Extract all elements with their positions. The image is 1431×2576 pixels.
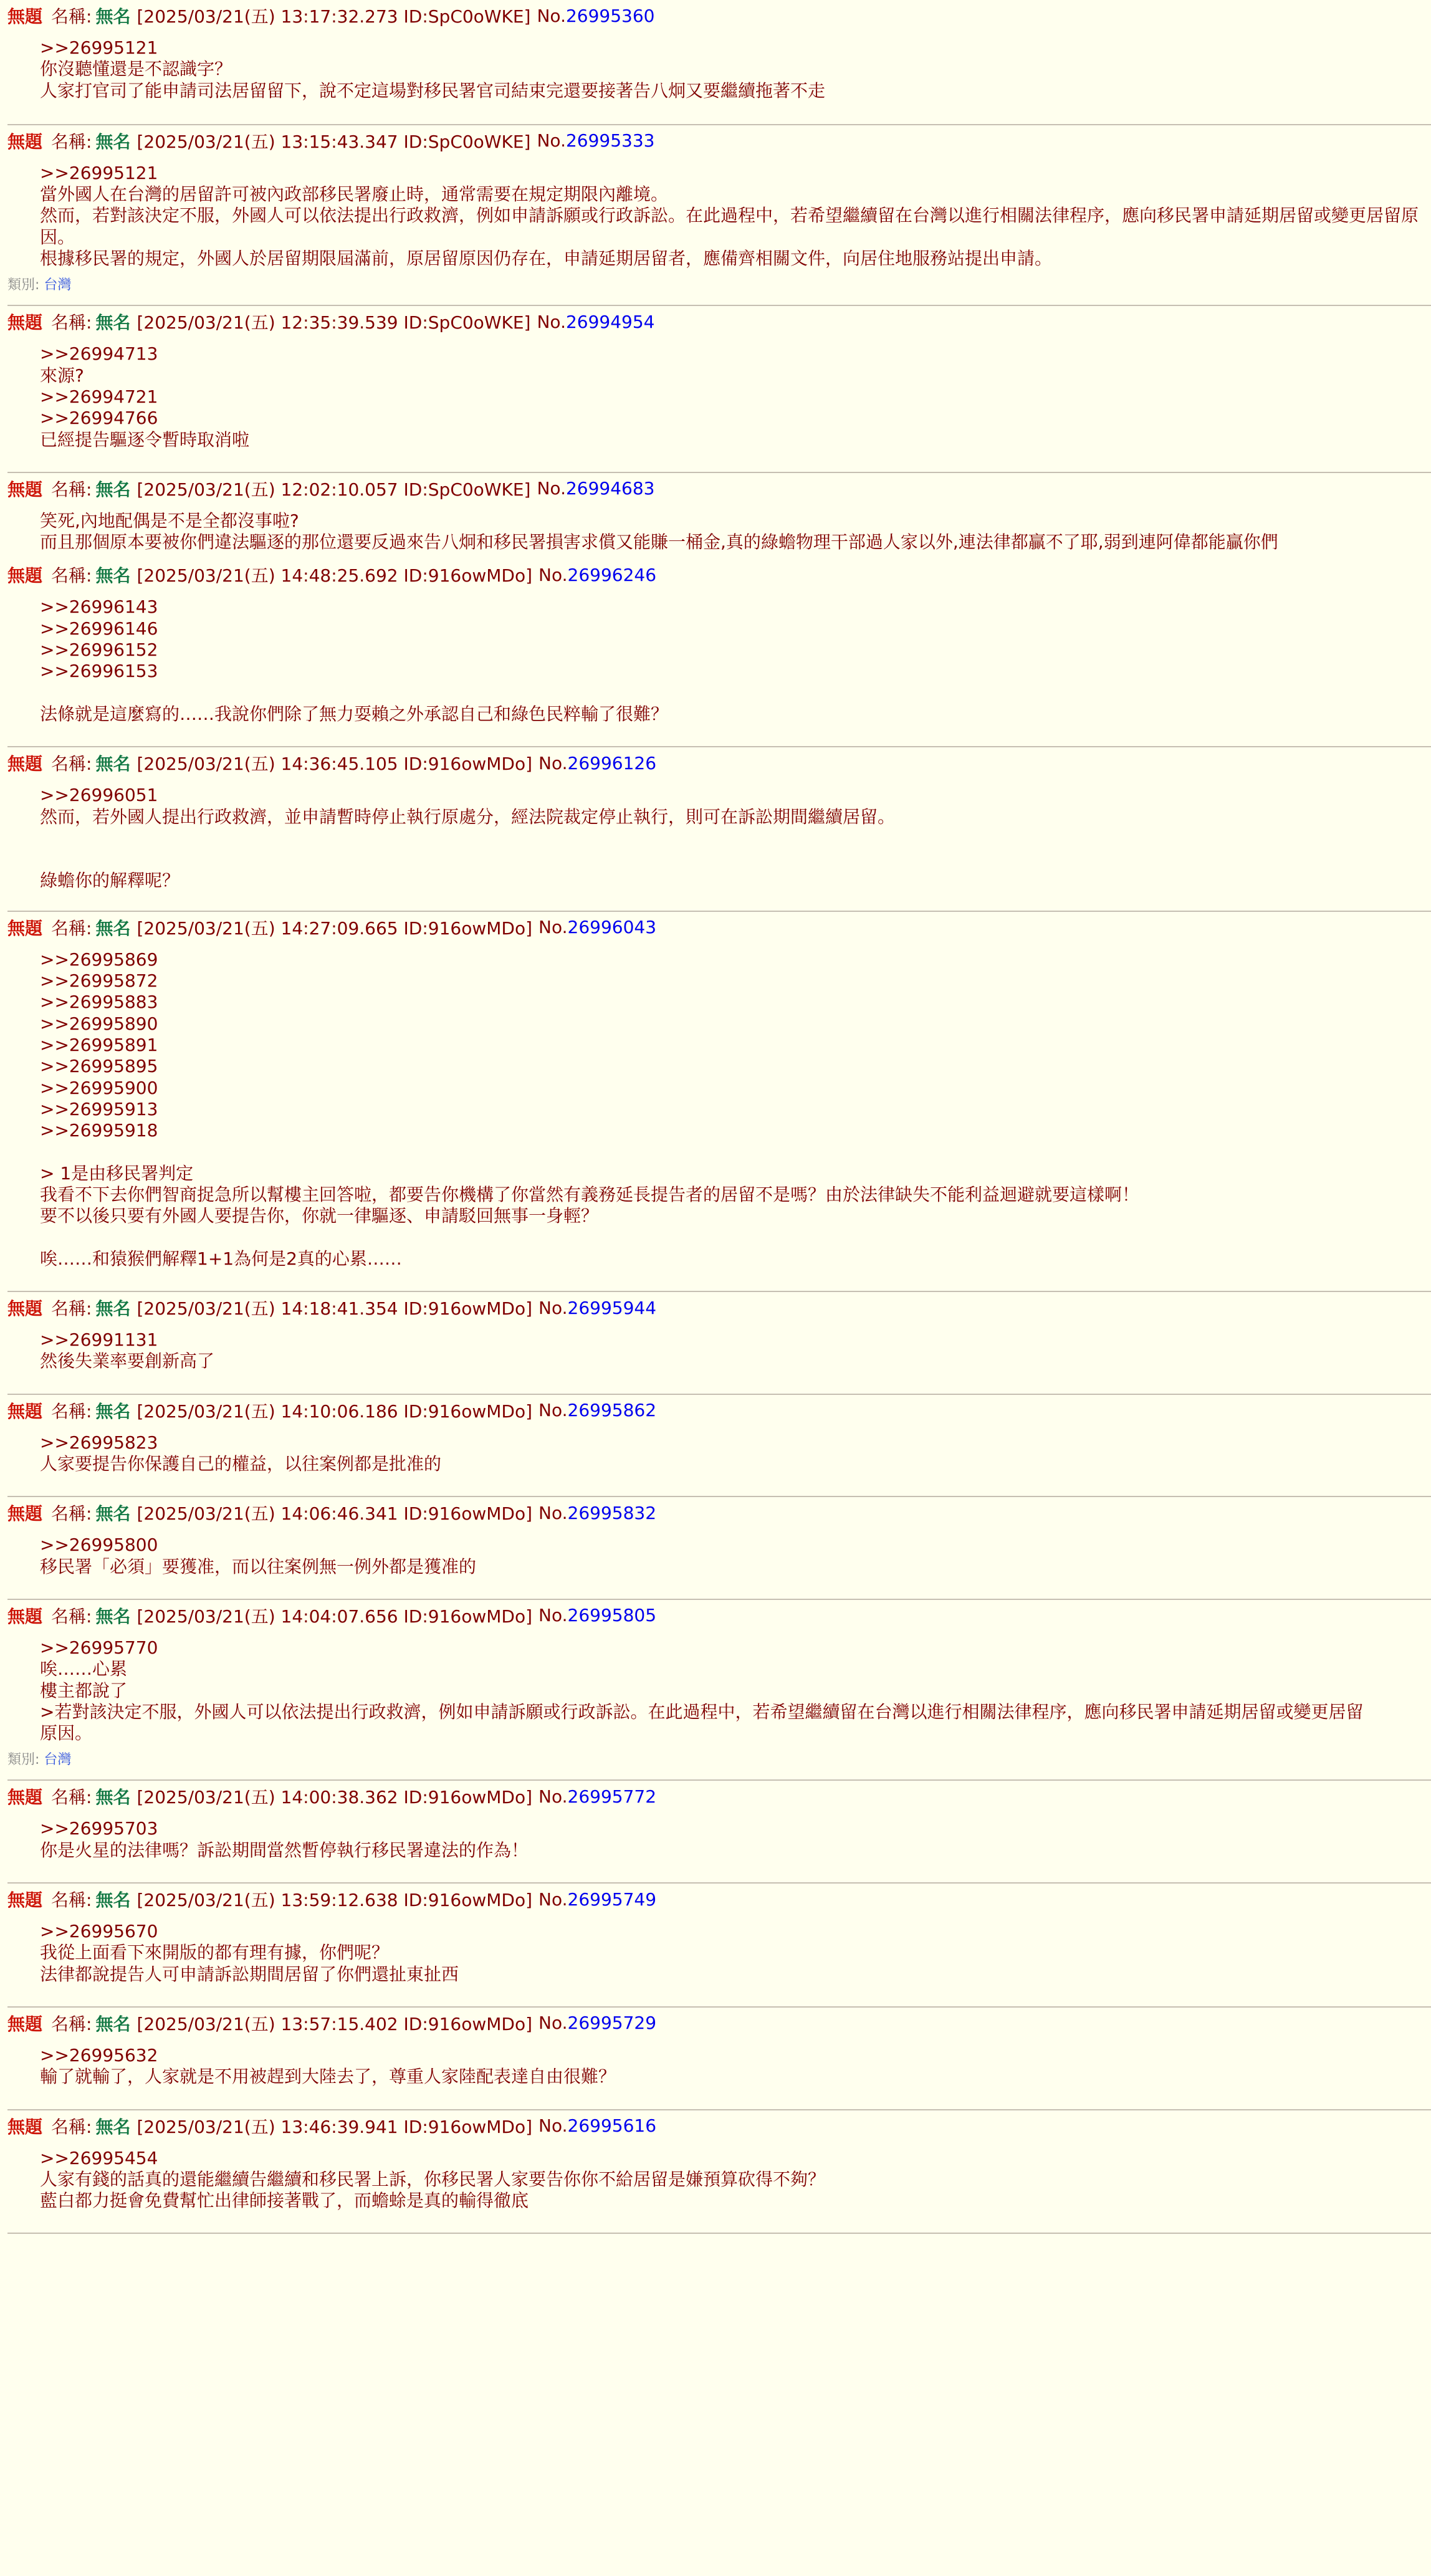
post-datetime-id: [2025/03/21(五) 14:04:07.656 ID:916owMDo] (136, 1606, 533, 1627)
category-link[interactable]: 台灣 (44, 1752, 72, 1768)
post-text-line: 已經提告驅逐令暫時取消啦 (40, 429, 250, 450)
name-label: 名稱: (51, 1890, 92, 1911)
post-header (7, 912, 1431, 943)
reply-quote-link[interactable]: >>26994721 (40, 386, 158, 407)
reply-quote-link[interactable]: >>26995869 (40, 949, 158, 970)
poster-name: 無名 (95, 2013, 131, 2034)
post-number-link[interactable]: 26995749 (567, 1889, 657, 1910)
post-number-label: No. (538, 1605, 568, 1626)
post-body (7, 2039, 1431, 2088)
post-number-link[interactable]: 26994954 (565, 311, 655, 332)
post-number-label: No. (538, 1400, 568, 1421)
post-number-link[interactable]: 26996043 (567, 917, 657, 938)
post-number-link[interactable]: 26995805 (567, 1605, 657, 1626)
name-label: 名稱: (51, 1298, 92, 1319)
post-title: 無題 (7, 754, 43, 775)
post-text-line: 移民署「必須」要獲准，而以往案例無一例外都是獲准的 (40, 1556, 477, 1577)
post-datetime-id: [2025/03/21(五) 14:36:45.105 ID:916owMDo] (136, 754, 533, 775)
post-title: 無題 (7, 2116, 43, 2137)
post-body (7, 156, 1431, 269)
reply-quote-link[interactable]: >>26995703 (40, 1818, 158, 1839)
name-label: 名稱: (51, 6, 92, 27)
post-number-label: No. (538, 564, 568, 585)
post-text-line: 來源? (40, 365, 84, 386)
post-body (7, 1631, 1431, 1744)
reply-quote-link[interactable]: >>26995121 (40, 162, 158, 183)
poster-name: 無名 (95, 131, 131, 152)
poster-name: 無名 (95, 917, 131, 939)
post-text-line: 然而，若對該決定不服，外國人可以依法提出行政救濟，例如申請訴願或行政訴訟。在此過程中，若希望繼續留在台灣以進行相關法律程序，應向移民署申請延期居留或變更居留原因。 (40, 205, 1419, 247)
post-datetime-id: [2025/03/21(五) 14:27:09.665 ID:916owMDo] (136, 917, 533, 939)
post-category (7, 1744, 1431, 1768)
post-text-line (40, 682, 1431, 704)
post-body (7, 1528, 1431, 1578)
post-text-line: 我看不下去你們智商捉急所以幫樓主回答啦，都要告你機構了你當然有義務延長提告者的居留不是嗎？由於法律缺失不能利益迴避就要這樣啊！ (40, 1184, 1140, 1205)
poster-name: 無名 (95, 2116, 131, 2137)
post-body (7, 943, 1431, 1270)
post-text-line: 法條就是這麼寫的……我說你們除了無力耍賴之外承認自己和綠色民粹輸了很難？ (40, 703, 669, 724)
post-text-line: 人家要提告你保護自己的權益，以往案例都是批准的 (40, 1453, 442, 1475)
post-header (7, 473, 1431, 504)
post-number-label: No. (538, 1889, 568, 1910)
post-body (7, 778, 1431, 891)
post-body (7, 504, 1431, 553)
post-title: 無題 (7, 1503, 43, 1525)
reply-quote-link[interactable]: >>26995670 (40, 1921, 158, 1942)
post (0, 1292, 1431, 1394)
reply-quote-link[interactable]: >>26995918 (40, 1120, 158, 1141)
post-category (7, 269, 1431, 294)
post-title: 無題 (7, 1606, 43, 1627)
post-text-line: 藍白都力挺會免費幫忙出律師接著戰了，而蟾蜍是真的輸得徹底 (40, 2190, 529, 2211)
post-header (7, 1781, 1431, 1812)
post (0, 0, 1431, 124)
post-datetime-id: [2025/03/21(五) 14:10:06.186 ID:916owMDo] (136, 1401, 533, 1422)
post-divider (7, 2233, 1431, 2234)
reply-quote-link[interactable]: >>26995632 (40, 2044, 158, 2066)
post-number-label: No. (537, 130, 566, 151)
post-body (7, 1915, 1431, 1985)
post-body (7, 1426, 1431, 1475)
post-number-link[interactable]: 26996126 (567, 752, 657, 773)
post-text-line: 根據移民署的規定，外國人於居留期限屆滿前，原居留原因仍存在，申請延期居留者，應備齊相關文件，向居住地服務站提出申請。 (40, 248, 1053, 269)
post-header (7, 1395, 1431, 1426)
post-datetime-id: [2025/03/21(五) 14:48:25.692 ID:916owMDo] (136, 565, 533, 587)
post-number-link[interactable]: 26995772 (567, 1786, 657, 1807)
post-header (7, 0, 1431, 31)
name-label: 名稱: (51, 479, 92, 500)
post-text-line: 當外國人在台灣的居留許可被內政部移民署廢止時，通常需要在規定期限內離境。 (40, 184, 669, 205)
post-text-line: 法律都說提告人可申請訴訟期間居留了你們還扯東扯西 (40, 1963, 459, 1985)
post-header (7, 747, 1431, 778)
post-number-link[interactable]: 26995616 (567, 2115, 657, 2137)
post (0, 306, 1431, 471)
post (0, 1497, 1431, 1599)
reply-quote-link[interactable]: >>26995913 (40, 1098, 158, 1119)
post (0, 2008, 1431, 2109)
post-text-line: 人家打官司了能申請司法居留留下，說不定這場對移民署官司結束完還要接著告八炯又要繼續拖著不走 (40, 80, 826, 101)
post-text-line (40, 849, 1431, 870)
post-header (7, 2008, 1431, 2039)
post-header (7, 125, 1431, 156)
poster-name: 無名 (95, 479, 131, 500)
poster-name: 無名 (95, 1503, 131, 1525)
poster-name: 無名 (95, 6, 131, 27)
post-title: 無題 (7, 1401, 43, 1422)
post-datetime-id: [2025/03/21(五) 13:17:32.273 ID:SpC0oWKE] (136, 6, 531, 27)
post (0, 1884, 1431, 2006)
poster-name: 無名 (95, 1606, 131, 1627)
post-text-line: 你是火星的法律嗎？訴訟期間當然暫停執行移民署違法的作為！ (40, 1839, 529, 1860)
name-label: 名稱: (51, 754, 92, 775)
post (0, 1395, 1431, 1496)
post-text-line: 我從上面看下來開版的都有理有據，你們呢？ (40, 1942, 390, 1963)
poster-name: 無名 (95, 1890, 131, 1911)
post-text-line: >若對該決定不服，外國人可以依法提出行政救濟，例如申請訴願或行政訴訟。在此過程中，若希望繼續留在台灣以進行相關法律程序，應向移民署申請延期居留或變更居留 (40, 1701, 1364, 1722)
post-number-label: No. (538, 752, 568, 773)
reply-quote-link[interactable]: >>26995883 (40, 992, 158, 1013)
post-title: 無題 (7, 131, 43, 152)
post (0, 1781, 1431, 1882)
reply-quote-link[interactable]: >>26995890 (40, 1013, 158, 1034)
post-header (7, 559, 1431, 590)
category-label: 類別: (7, 277, 40, 294)
post-text-line (40, 1227, 1431, 1248)
post-number-link[interactable]: 26995729 (567, 2013, 657, 2034)
post (0, 1600, 1431, 1779)
post-text-line: 你沒聽懂還是不認識字？ (40, 59, 232, 80)
post-title: 無題 (7, 2013, 43, 2034)
reply-quote-link[interactable]: >>26994713 (40, 343, 158, 365)
name-label: 名稱: (51, 1503, 92, 1525)
reply-quote-link[interactable]: >>26995900 (40, 1077, 158, 1098)
post-body (7, 1323, 1431, 1372)
reply-quote-link[interactable]: >>26995895 (40, 1056, 158, 1077)
post-title: 無題 (7, 565, 43, 587)
post-body (7, 31, 1431, 102)
post-text-line: > 1是由移民署判定 (40, 1162, 194, 1184)
post (0, 2110, 1431, 2233)
category-link[interactable]: 台灣 (44, 277, 72, 294)
post-number-label: No. (538, 2115, 568, 2137)
post-title: 無題 (7, 312, 43, 333)
reply-quote-link[interactable]: >>26995770 (40, 1637, 158, 1658)
post-datetime-id: [2025/03/21(五) 12:02:10.057 ID:SpC0oWKE] (136, 479, 531, 500)
reply-quote-link[interactable]: >>26996143 (40, 596, 158, 618)
post-number-link[interactable]: 26995944 (567, 1297, 657, 1318)
post-text-line: 唉……和猿猴們解釋1+1為何是2真的心累…… (40, 1248, 402, 1269)
post-datetime-id: [2025/03/21(五) 14:06:46.341 ID:916owMDo] (136, 1503, 533, 1525)
post-text-line: 然而，若外國人提出行政救濟，並申請暫時停止執行原處分，經法院裁定停止執行，則可在訴訟期間繼續居留。 (40, 806, 896, 827)
name-label: 名稱: (51, 565, 92, 587)
post-number-label: No. (537, 478, 566, 499)
reply-quote-link[interactable]: >>26995823 (40, 1432, 158, 1453)
poster-name: 無名 (95, 1401, 131, 1422)
post-number-label: No. (537, 311, 566, 332)
post-number-link[interactable]: 26995360 (565, 5, 655, 26)
post-datetime-id: [2025/03/21(五) 12:35:39.539 ID:SpC0oWKE] (136, 312, 531, 333)
reply-quote-link[interactable]: >>26995891 (40, 1034, 158, 1055)
post-datetime-id: [2025/03/21(五) 13:59:12.638 ID:916owMDo] (136, 1890, 533, 1911)
post-number-label: No. (538, 1502, 568, 1523)
post-text-line: 綠蟾你的解釋呢？ (40, 870, 180, 891)
post-number-link[interactable]: 26994683 (565, 478, 655, 499)
post-number-label: No. (538, 917, 568, 938)
post-text-line: 要不以後只要有外國人要提告你，你就一律驅逐、申請駁回無事一身輕？ (40, 1205, 599, 1227)
post-datetime-id: [2025/03/21(五) 13:57:15.402 ID:916owMDo] (136, 2013, 533, 2034)
post-title: 無題 (7, 6, 43, 27)
reply-quote-link[interactable]: >>26996152 (40, 639, 158, 661)
post-number-label: No. (538, 2013, 568, 2034)
post-title: 無題 (7, 479, 43, 500)
name-label: 名稱: (51, 1787, 92, 1808)
post-body (7, 1812, 1431, 1861)
post-text-line: 笑死,內地配偶是不是全都沒事啦? (40, 510, 299, 531)
poster-name: 無名 (95, 1298, 131, 1319)
post-body (7, 337, 1431, 450)
category-label: 類別: (7, 1752, 40, 1768)
post-text-line (40, 828, 1431, 849)
post-datetime-id: [2025/03/21(五) 14:00:38.362 ID:916owMDo] (136, 1787, 533, 1808)
post-text-line: 輸了就輸了，人家就是不用被趕到大陸去了，尊重人家陸配表達自由很難？ (40, 2066, 616, 2087)
name-label: 名稱: (51, 2013, 92, 2034)
post-datetime-id: [2025/03/21(五) 13:15:43.347 ID:SpC0oWKE] (136, 131, 531, 152)
post-header (7, 1497, 1431, 1528)
post (0, 473, 1431, 560)
post-text-line (40, 1141, 1431, 1162)
reply-quote-link[interactable]: >>26995872 (40, 970, 158, 992)
post-number-link[interactable]: 26995832 (567, 1502, 657, 1523)
name-label: 名稱: (51, 1606, 92, 1627)
post-datetime-id: [2025/03/21(五) 14:18:41.354 ID:916owMDo] (136, 1298, 533, 1319)
post-title: 無題 (7, 1298, 43, 1319)
post-title: 無題 (7, 917, 43, 939)
post-header (7, 2110, 1431, 2142)
post (0, 912, 1431, 1291)
reply-quote-link[interactable]: >>26995454 (40, 2147, 158, 2168)
post-number-label: No. (538, 1297, 568, 1318)
reply-quote-link[interactable]: >>26995121 (40, 37, 158, 58)
poster-name: 無名 (95, 312, 131, 333)
post-text-line: 然後失業率要創新高了 (40, 1351, 215, 1372)
post-number-label: No. (537, 5, 566, 26)
reply-quote-link[interactable]: >>26996153 (40, 661, 158, 682)
post-number-link[interactable]: 26996246 (567, 564, 657, 585)
post-title: 無題 (7, 1890, 43, 1911)
post-body (7, 2142, 1431, 2212)
reply-quote-link[interactable]: >>26996051 (40, 785, 158, 806)
reply-quote-link[interactable]: >>26991131 (40, 1329, 158, 1351)
post-title: 無題 (7, 1787, 43, 1808)
post (0, 747, 1431, 910)
post-datetime-id: [2025/03/21(五) 13:46:39.941 ID:916owMDo] (136, 2116, 533, 2137)
name-label: 名稱: (51, 917, 92, 939)
post-text-line: 而且那個原本要被你們違法驅逐的那位還要反過來告八炯和移民署損害求償又能賺一桶金,真的綠蟾物理干部過人家以外,連法律都贏不了耶,弱到連阿偉都能贏你們 (40, 532, 1278, 553)
name-label: 名稱: (51, 2116, 92, 2137)
post-text-line: 唉……心累 (40, 1659, 128, 1680)
post (0, 125, 1431, 305)
post-number-label: No. (538, 1786, 568, 1807)
poster-name: 無名 (95, 565, 131, 587)
post-header (7, 1292, 1431, 1323)
post-header (7, 306, 1431, 337)
post-text-line: 樓主都說了 (40, 1680, 128, 1701)
reply-quote-link[interactable]: >>26994766 (40, 408, 158, 429)
poster-name: 無名 (95, 1787, 131, 1808)
post-header (7, 1884, 1431, 1915)
name-label: 名稱: (51, 1401, 92, 1422)
reply-quote-link[interactable]: >>26995800 (40, 1535, 158, 1556)
post-number-link[interactable]: 26995333 (565, 130, 655, 151)
name-label: 名稱: (51, 131, 92, 152)
post-number-link[interactable]: 26995862 (567, 1400, 657, 1421)
reply-quote-link[interactable]: >>26996146 (40, 618, 158, 639)
poster-name: 無名 (95, 754, 131, 775)
post-body (7, 590, 1431, 725)
post (0, 559, 1431, 746)
post-header (7, 1600, 1431, 1631)
post-text-line: 人家有錢的話真的還能繼續告繼續和移民署上訴，你移民署人家要告你你不給居留是嫌預算砍得不夠？ (40, 2168, 826, 2190)
name-label: 名稱: (51, 312, 92, 333)
post-text-line: 原因。 (40, 1723, 93, 1744)
